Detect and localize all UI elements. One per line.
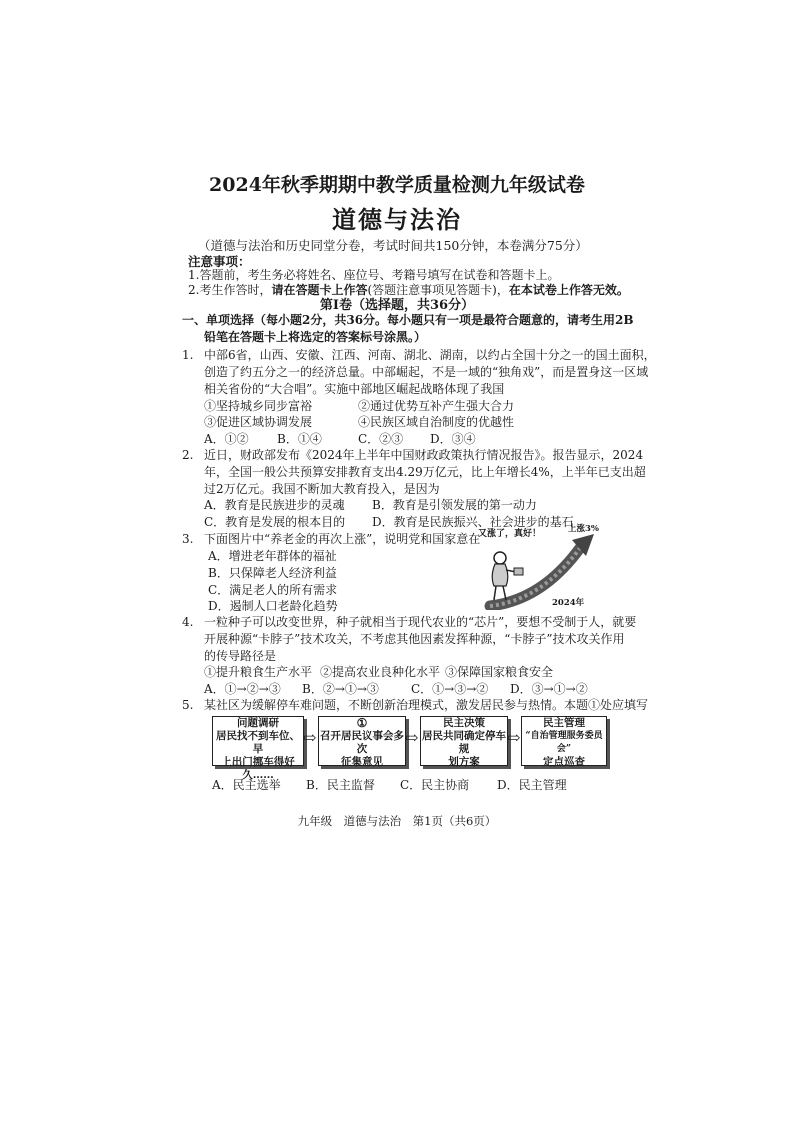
section-instructions-line2: 铅笔在答题卡上将选定的答案标号涂黑。） — [204, 330, 427, 344]
q5-option-d: D．民主管理 — [497, 778, 567, 792]
q5-option-c: C．民主协商 — [400, 778, 470, 792]
q3-stem: 下面图片中“养老金的再次上涨”，说明党和国家意在 — [204, 532, 481, 546]
q2-stem-line3: 过2万亿元。我国不断加大教育投入，是因为 — [204, 482, 440, 496]
q1-statement-4: ④民族区域自治制度的优越性 — [358, 415, 515, 429]
flow-box-management — [521, 716, 607, 766]
q2-option-b: B．教育是引领发展的第一动力 — [372, 498, 537, 512]
page-footer: 九年级 道德与法治 第1页（共6页） — [297, 814, 497, 828]
cartoon-speech: 又涨了，真好！ — [478, 529, 542, 539]
q4-stem-line1: 一粒种子可以改变世界，种子就相当于现代农业的“芯片”，要想不受制于人，就要 — [204, 615, 637, 629]
q3-option-d: D．遏制人口老龄化趋势 — [208, 599, 338, 613]
flow-box-management-line1: “自治管理服务委员会” — [525, 731, 603, 754]
flow-box-management-title: 民主管理 — [543, 717, 585, 729]
q1-statement-1: ①坚持城乡同步富裕 — [204, 399, 313, 413]
flow-box-blank-line1: 召开居民议事会多次 — [320, 730, 404, 755]
notes-item-2-bold2: 在本试卷上作答无效。 — [508, 283, 629, 297]
q4-number: 4. — [182, 615, 194, 629]
flow-box-research — [212, 716, 304, 781]
q3-option-a: A．增进老年群体的福祉 — [208, 549, 337, 563]
cartoon-rise-label: 上涨3% — [568, 524, 599, 534]
q5-stem: 某社区为缓解停车难问题，不断创新治理模式，激发居民参与热情。本题①处应填写 — [204, 698, 649, 712]
notes-item-2-mid: (答题注意事项见答题卡)， — [367, 283, 509, 297]
pension-cartoon — [472, 520, 602, 610]
q3-number: 3. — [182, 532, 194, 546]
q4-stem-line3: 的传导路径是 — [204, 649, 277, 663]
flow-box-decision-line1: 居民共同确定停车规 — [422, 730, 506, 755]
flow-arrow-icon: ⇨ — [507, 728, 521, 747]
q1-statement-3: ③促进区域协调发展 — [204, 415, 313, 429]
cartoon-year-label: 2024年 — [552, 598, 585, 608]
q4-option-a: A．①→②→③ — [204, 682, 281, 696]
q1-option-c: C．②③ — [358, 432, 404, 446]
q1-stem-line2: 创造了约五分之一的经济总量。中部崛起，不是一域的“独角戏”，而是置身这一区域 — [204, 365, 649, 379]
section-instructions-line1: 一、单项选择（每小题2分，共36分。每小题只有一项是最符合题意的，请考生用2B — [182, 313, 634, 327]
flow-box-research-line1: 居民找不到车位、早 — [216, 730, 300, 755]
notes-item-1: 1.答题前，考生务必将姓名、座位号、考籍号填写在试卷和答题卡上。 — [188, 268, 560, 282]
q5-option-a: A．民主选举 — [212, 778, 281, 792]
flow-box-research-title: 问题调研 — [237, 717, 279, 729]
q1-stem-line1: 中部6省，山西、安徽、江西、河南、湖北、湖南，以约占全国十分之一的国土面积， — [204, 348, 656, 362]
flow-box-decision-title: 民主决策 — [443, 717, 485, 729]
q4-stem-line2: 开展种源“卡脖子”技术攻关，不考虑其他因素发挥种源，“卡脖子”技术攻关作用 — [204, 632, 625, 646]
q1-option-b: B．①④ — [277, 432, 322, 446]
flow-box-decision — [420, 716, 508, 766]
exam-title: 2024年秋季期期中教学质量检测九年级试卷 — [209, 174, 585, 196]
flow-arrow-icon: ⇨ — [303, 728, 317, 747]
flow-box-research-line2: 上出门挪车得好久…… — [221, 756, 295, 781]
notes-item-2-bold1: 请在答题卡上作答 — [271, 283, 368, 297]
subject-title: 道德与法治 — [332, 205, 462, 234]
notes-item-2-prefix: 2.考生作答时， — [188, 283, 272, 297]
q4-statement-2: ②提高农业良种化水平 — [320, 665, 441, 679]
q1-option-d: D．③④ — [430, 432, 476, 446]
q3-option-c: C．满足老人的所有需求 — [208, 583, 338, 597]
flow-arrow-icon: ⇨ — [405, 728, 419, 747]
q5-option-b: B．民主监督 — [306, 778, 375, 792]
section-title: 第Ⅰ卷（选择题，共36分） — [319, 298, 475, 313]
q4-statement-1: ①提升粮食生产水平 — [204, 665, 313, 679]
q1-option-a: A．①② — [204, 432, 249, 446]
exam-info: （道德与法治和历史同堂分卷，考试时间共150分钟，本卷满分75分） — [198, 238, 588, 253]
q2-option-d: D．教育是民族振兴、社会进步的基石 — [372, 515, 574, 529]
q2-stem-line2: 年，全国一般公共预算安排教育支出4.29万亿元，比上年增长4%，上半年已支出超 — [204, 465, 646, 479]
flow-box-blank — [318, 716, 406, 766]
q4-option-c: C．①→③→② — [411, 682, 489, 696]
q2-option-a: A．教育是民族进步的灵魂 — [204, 498, 345, 512]
q2-number: 2. — [182, 448, 194, 462]
q1-number: 1. — [182, 348, 194, 362]
flow-box-management-line2: 定点巡查 — [543, 756, 585, 768]
flow-box-blank-line2: 征集意见 — [341, 756, 383, 768]
flow-box-decision-line2: 划方案 — [448, 756, 480, 768]
q2-option-c: C．教育是发展的根本目的 — [204, 515, 346, 529]
q4-option-b: B．②→①→③ — [302, 682, 379, 696]
notes-heading: 注意事项： — [188, 254, 251, 269]
flow-box-blank-title: ① — [356, 716, 368, 730]
q4-statement-3: ③保障国家粮食安全 — [445, 665, 554, 679]
q2-stem-line1: 近日，财政部发布《2024年上半年中国财政政策执行情况报告》。报告显示，2024 — [204, 448, 644, 462]
q1-statement-2: ②通过优势互补产生强大合力 — [358, 399, 515, 413]
q1-stem-line3: 相关省份的“大合唱”。实施中部地区崛起战略体现了我国 — [204, 382, 505, 396]
q5-number: 5. — [182, 698, 194, 712]
q4-option-d: D．③→①→② — [510, 682, 588, 696]
q3-option-b: B．只保障老人经济利益 — [208, 566, 337, 580]
